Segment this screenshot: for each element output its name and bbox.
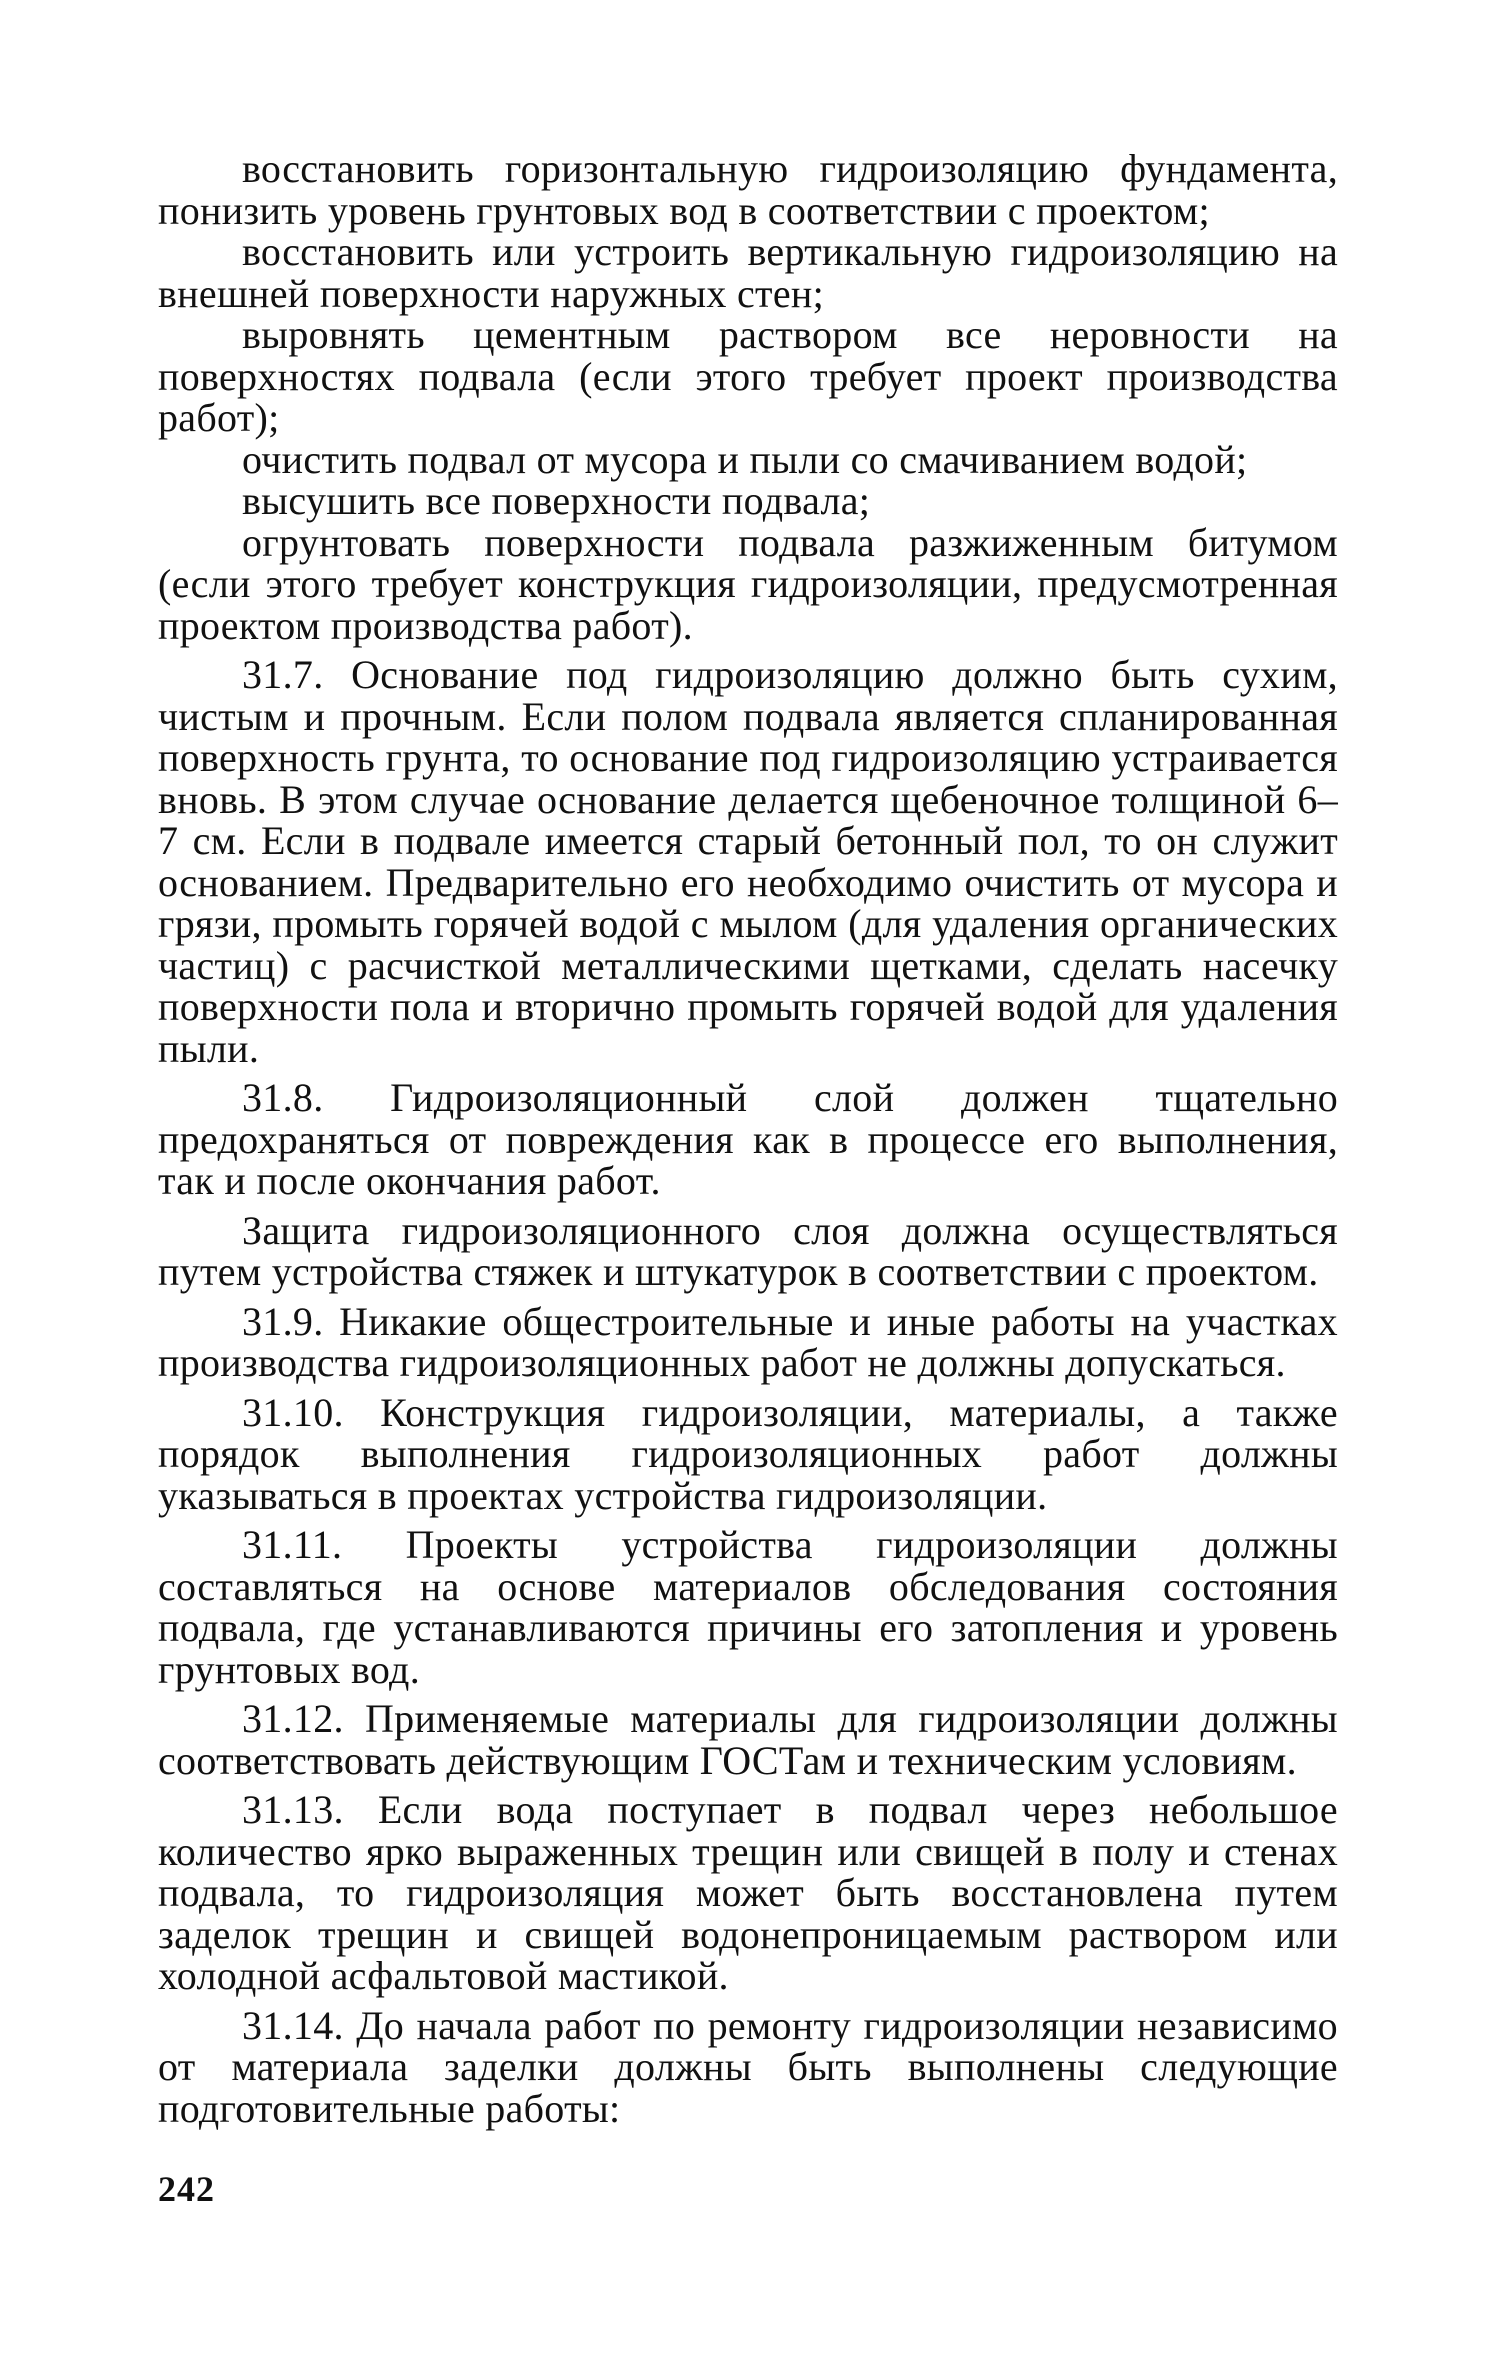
- section-31-8: [158, 1077, 1338, 1202]
- section-text: Защита гидроизоляционного слоя должна осуществляться путем устройства стяжек и штукатурок в соответствии с проектом.: [158, 1207, 1338, 1294]
- section-31-12: [158, 1698, 1338, 1781]
- section-31-13: [158, 1789, 1338, 1997]
- page-number: 242: [158, 2169, 215, 2209]
- section-31-10: [158, 1389, 1338, 1518]
- section-number: 31.9.: [242, 1298, 324, 1344]
- section-number: 31.14.: [242, 2002, 344, 2048]
- section-protection-paragraph: [158, 1207, 1338, 1294]
- page-body: [158, 148, 1338, 2129]
- section-text: Никакие общестроительные и иные работы на участках производства гидроизоляционных работ не должны допускаться.: [158, 1298, 1338, 1385]
- section-31-9: [158, 1298, 1338, 1385]
- section-text: Конструкция гидроизоляции, материалы, а также порядок выполнения гидроизоляционных работ должны указываться в проектах устройства гидроизоляции.: [158, 1389, 1338, 1518]
- section-31-7: [158, 654, 1338, 1069]
- section-text: Применяемые материалы для гидроизоляции должны соответствовать действующим ГОСТам и техническим условиям.: [158, 1696, 1338, 1783]
- section-text: Гидроизоляционный слой должен тщательно предохраняться от повреждения как в процессе его выполнения, так и после окончания работ.: [158, 1075, 1338, 1203]
- list-item: восстановить горизонтальную гидроизоляцию фундамента, понизить уровень грунтовых вод в соответствии с проектом;: [158, 146, 1338, 233]
- section-text: Если вода поступает в подвал через небольшое количество ярко выраженных трещин или свищей в полу и стенах подвала, то гидроизоляция может быть восстановлена путем заделок трещин и свищей водонепроницаемым раствором или холодной асфальтовой мастикой.: [158, 1787, 1338, 1998]
- section-text: До начала работ по ремонту гидроизоляции независимо от материала заделки должны быть выполнены следующие подготовительные работы:: [158, 2002, 1338, 2131]
- section-number: 31.11.: [242, 1522, 343, 1567]
- section-number: 31.12.: [242, 1696, 344, 1741]
- section-number: 31.13.: [242, 1787, 344, 1832]
- list-item: высушить все поверхности подвала;: [242, 478, 871, 523]
- section-text: Проекты устройства гидроизоляции должны составляться на основе материалов обследования состояния подвала, где устанавливаются причины его затопления и уровень грунтовых вод.: [158, 1522, 1338, 1692]
- section-31-11: [158, 1524, 1338, 1690]
- list-item: восстановить или устроить вертикальную гидроизоляцию на внешней поверхности наружных стен;: [158, 229, 1338, 316]
- section-number: 31.10.: [242, 1389, 344, 1435]
- section-number: 31.7.: [242, 652, 324, 697]
- list-item: выровнять цементным раствором все неровности на поверхностях подвала (если этого требует проект производства работ);: [158, 312, 1338, 440]
- list-item: очистить подвал от мусора и пыли со смачиванием водой;: [242, 436, 1248, 482]
- list-item: огрунтовать поверхности подвала разжиженным битумом (если этого требует конструкция гидроизоляции, предусмотренная проектом производства работ).: [158, 519, 1338, 648]
- section-31-14: [158, 2002, 1338, 2131]
- section-number: 31.8.: [242, 1075, 324, 1120]
- section-text: Основание под гидроизоляцию должно быть сухим, чистым и прочным. Если полом подвала является спланированная поверхность грунта, то основание под гидроизоляцию устраивается вновь. В этом случае основание делается щебеночное толщиной 6–7 см. Если в подвале имеется старый бетонный пол, то он служит основанием. Предварительно его необходимо очистить от мусора и грязи, промыть горячей водой с мылом (для удаления органических частиц) с расчисткой металлическими щетками, сделать насечку поверхности пола и вторично промыть горячей водой для удаления пыли.: [158, 652, 1338, 1071]
